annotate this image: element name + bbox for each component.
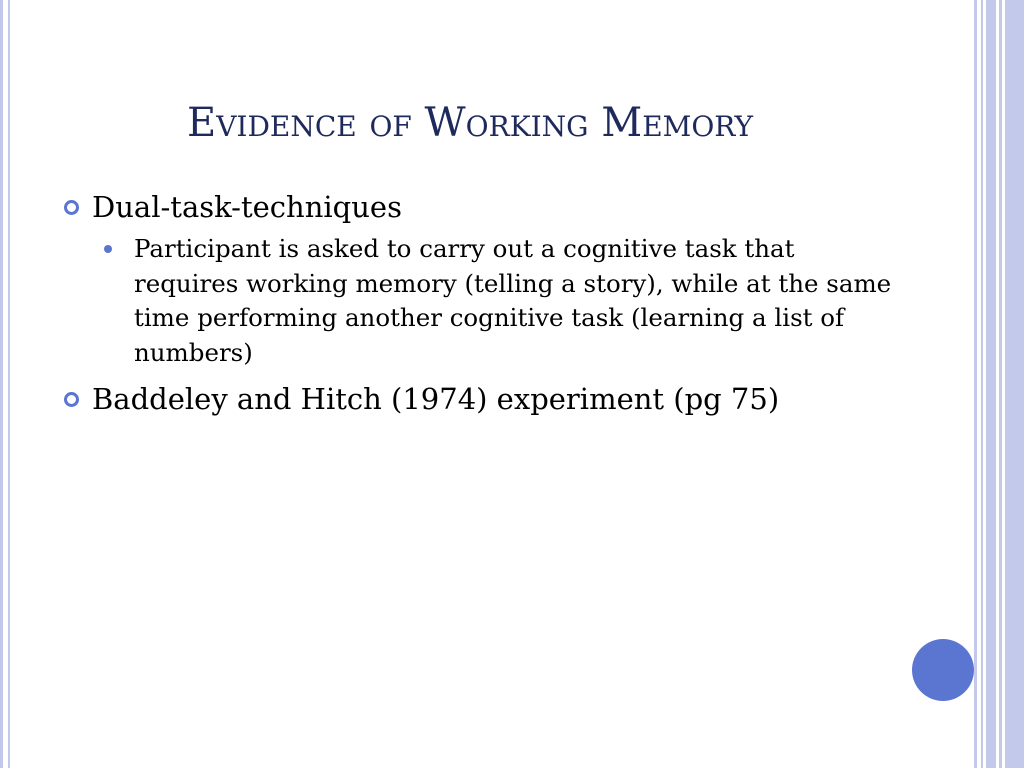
sub-bullet-item [104, 232, 904, 370]
slide-title: Evidence of Working Memory [187, 100, 753, 146]
stripe [986, 0, 996, 768]
right-decorative-stripes [974, 0, 1024, 768]
stripe [999, 0, 1002, 768]
left-border-line-inner [8, 0, 10, 768]
bullet-text: Dual-task-techniques [92, 190, 402, 224]
sub-bullet-text: Participant is asked to carry out a cognitive task that requires working memory (telling a story), while at the same time performing another cognitive task (learning a list of numbers) [134, 234, 892, 367]
stripe [1005, 0, 1024, 768]
stripe [974, 0, 977, 768]
bullet-item [62, 380, 902, 418]
bullet-item [62, 188, 902, 226]
ring-bullet-icon [64, 392, 79, 407]
dot-bullet-icon [104, 245, 112, 253]
decorative-circle-icon [912, 639, 974, 701]
stripe [981, 0, 983, 768]
slide-content [62, 188, 902, 424]
bullet-text: Baddeley and Hitch (1974) experiment (pg 75) [92, 382, 780, 416]
left-border-line [0, 0, 3, 768]
ring-bullet-icon [64, 200, 79, 215]
